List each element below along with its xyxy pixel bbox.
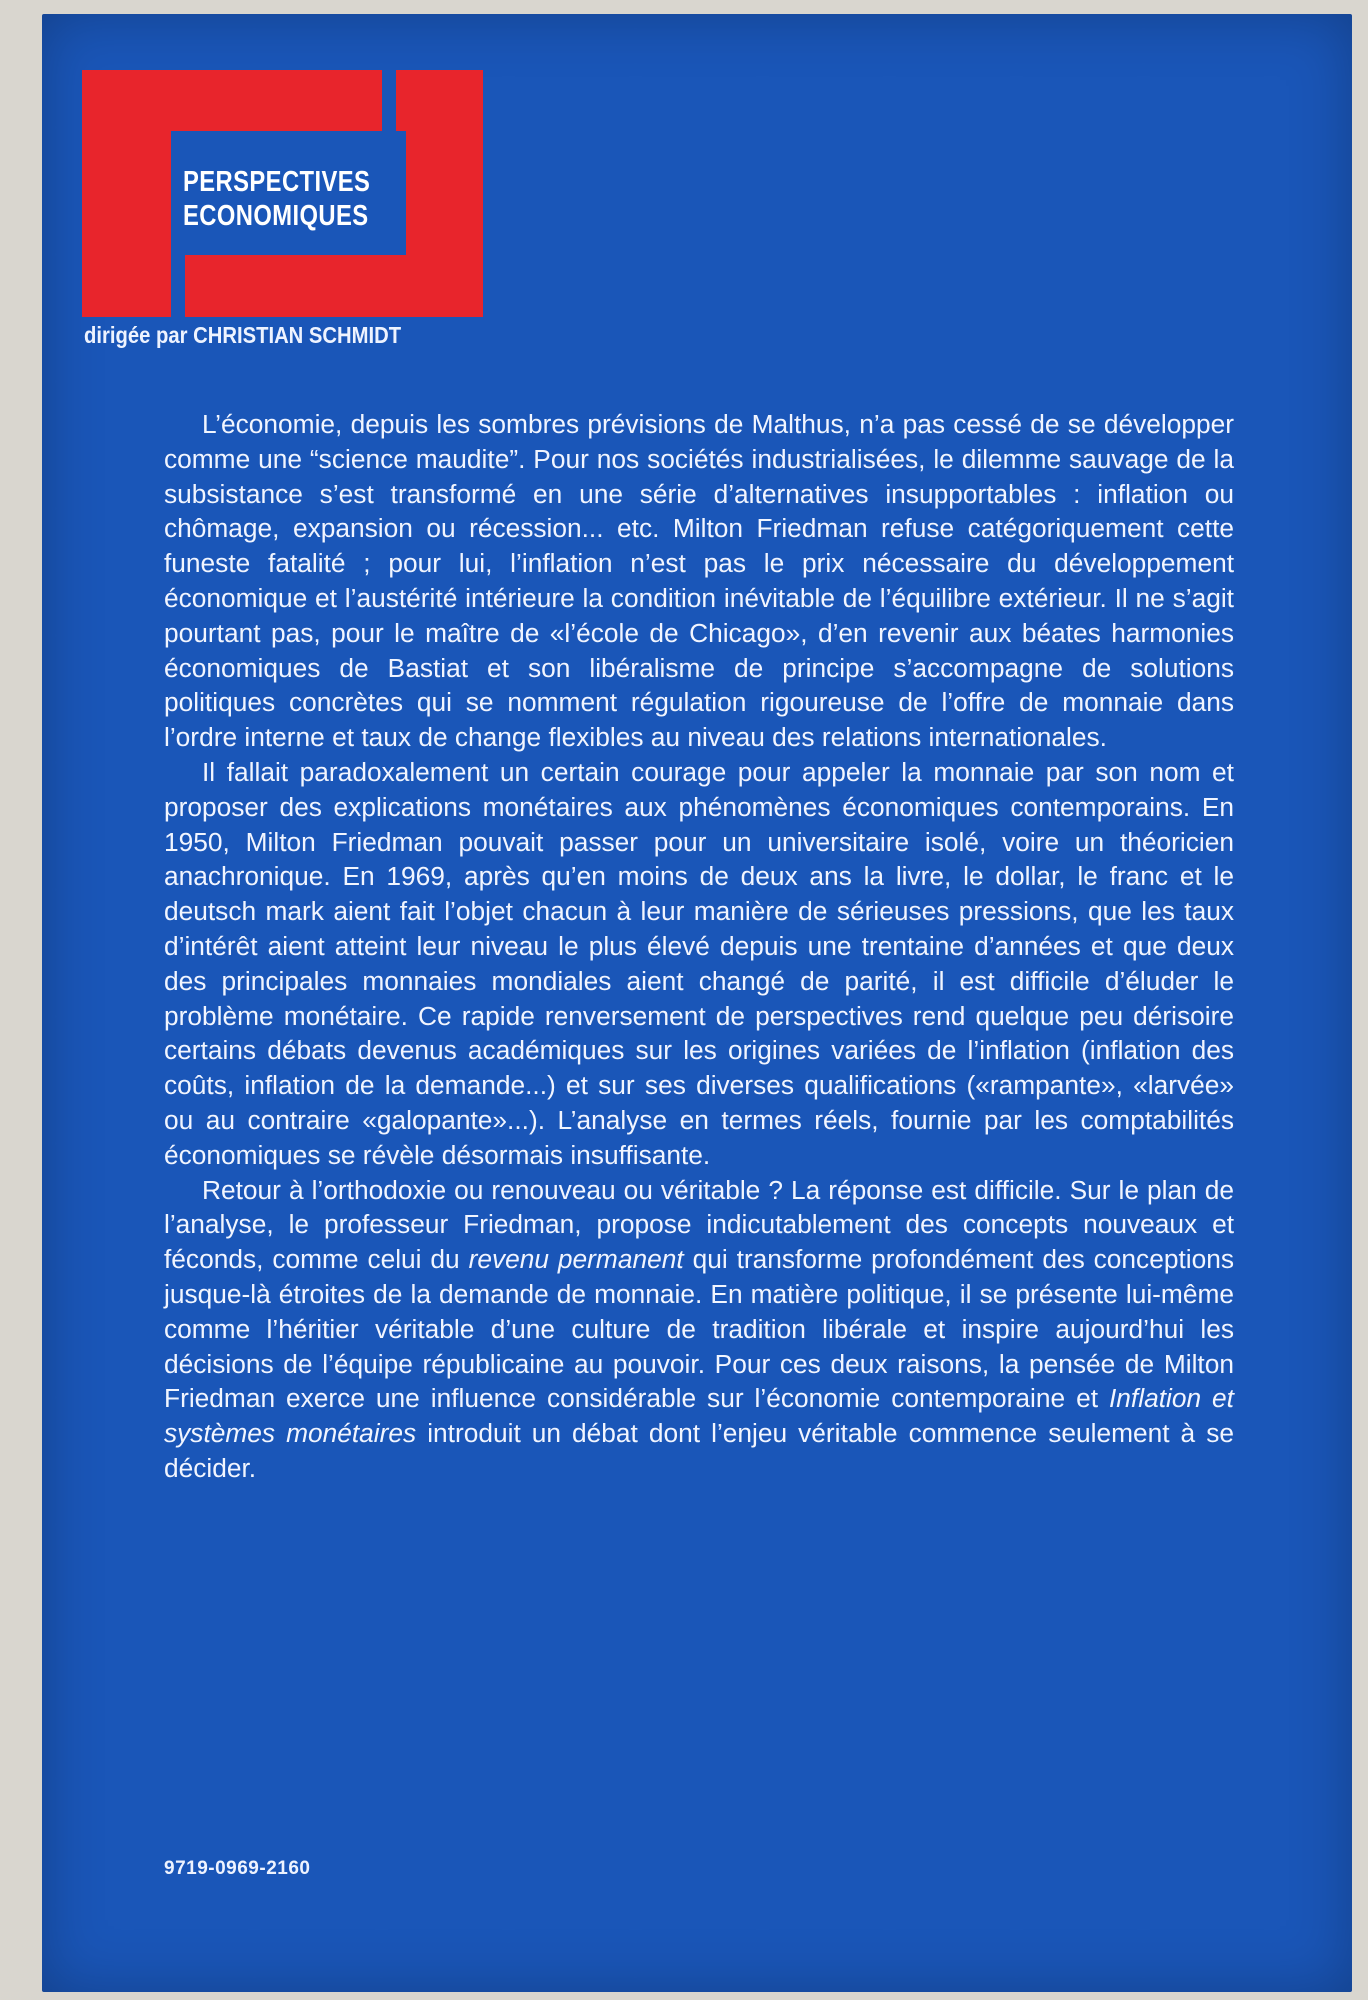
blurb-text [164, 407, 1234, 1486]
series-logo-top-gap [382, 70, 396, 131]
series-logo [82, 70, 483, 317]
isbn-number: 9719-0969-2160 [164, 1858, 311, 1879]
term-revenu-permanent: revenu permanent [468, 1244, 684, 1275]
blurb-paragraph-3 [164, 1173, 1234, 1486]
blurb-paragraph-2: Il fallait paradoxalement un certain courage pour appeler la monnaie par son nom et proposer des explications monétaires aux phénomènes économiques contemporains. En 1950, Milton Friedman pouvait passer pour un universitaire isolé, voire un théoricien anachronique. En 1969, après qu’en moins de deux ans la livre, le dollar, le franc et le deutsch mark aient fait l’objet chacun à leur manière de sérieuses pressions, que les taux d’intérêt aient atteint leur niveau le plus élevé depuis une trentaine d’années et que deux des principales monnaies mondiales aient changé de parité, il est difficile d’éluder le problème monétaire. Ce rapide renversement de perspectives rend quelque peu dérisoire certains débats devenus académiques sur les origines variées de l’inflation (inflation des coûts, inflation de la demande...) et sur ses diverses qualifications («rampante», «larvée» ou au contraire «galopante»...). L’analyse en termes réels, fournie par les comptabilités économiques se révèle désormais insuffisante. [164, 756, 1234, 1170]
book-title-mention: Inflation et systèmes monétaires [164, 1383, 1234, 1449]
blurb-paragraph-3-part-b: qui transforme profondément des conceptions jusque-là étroites de la demande de monnaie. En matière politique, il se présente lui-même comme l’héritier véritable d’une culture de tradition libérale et inspire aujourd’hui les décisions de l’équipe républicaine au pouvoir. Pour ces deux raisons, la pensée de Milton Friedman exerce une influence considérable sur l’économie contemporaine et [164, 1244, 1235, 1414]
series-director: dirigée par CHRISTIAN SCHMIDT [84, 322, 402, 348]
series-title-line-2: ECONOMIQUES [183, 200, 369, 232]
blurb-paragraph-1: L’économie, depuis les sombres prévisions de Malthus, n’a pas cessé de se développer comme une “science maudite”. Pour nos sociétés industrialisées, le dilemme sauvage de la subsistance s’est transformé en une série d’alternatives insupportables : inflation ou chômage, expansion ou récession... etc. Milton Friedman refuse catégoriquement cette funeste fatalité ; pour lui, l’inflation n’est pas le prix nécessaire du développement économique et l’austérité intérieure la condition inévitable de l’équilibre extérieur. Il ne s’agit pourtant pas, pour le maître de «l’école de Chicago», d’en revenir aux béates harmonies économiques de Bastiat et son libéralisme de principe s’accompagne de solutions politiques concrètes qui se nomment régulation rigoureuse de l’offre de monnaie dans l’ordre interne et taux de change flexibles au niveau des relations internationales. [164, 409, 1234, 753]
blurb-paragraph-3-part-c: introduit un débat dont l’enjeu véritable commence seulement à se décider. [164, 1418, 1234, 1483]
series-title-line-1: PERSPECTIVES [183, 166, 371, 198]
series-logo-bottom-gap [171, 255, 185, 317]
book-back-cover [42, 14, 1352, 1992]
blurb-paragraph-3-part-a: Retour à l’orthodoxie ou renouveau ou véritable ? La réponse est difficile. Sur le plan de l’analyse, le professeur Friedman, propose indicutablement des concepts nouveaux et féconds, comme celui du [164, 1174, 1234, 1275]
series-title [183, 165, 371, 233]
